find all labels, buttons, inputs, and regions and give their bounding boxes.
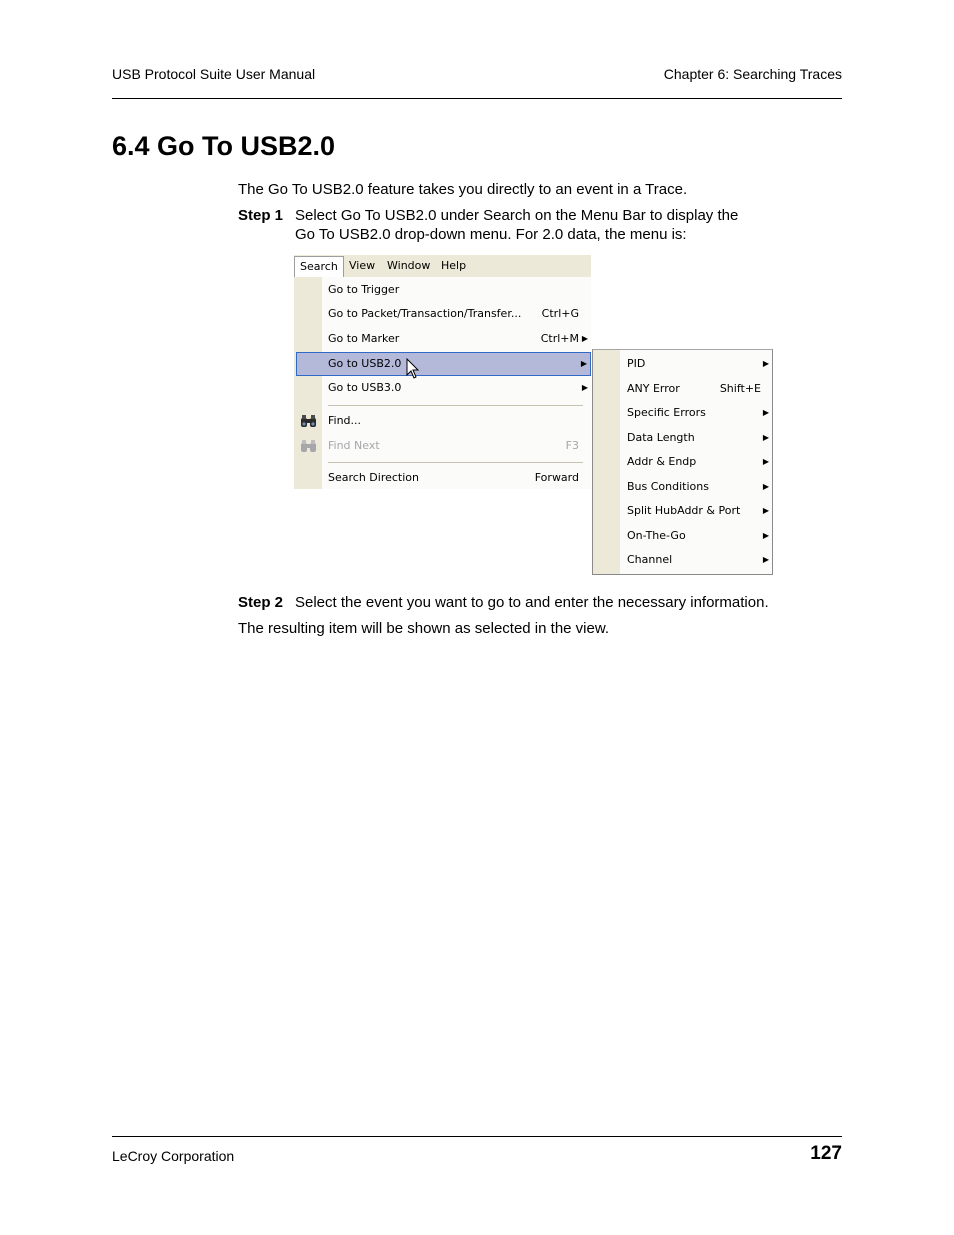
menubar-view[interactable]: View [349, 259, 376, 272]
menu-bar [294, 255, 591, 278]
running-header-left: USB Protocol Suite User Manual [112, 66, 316, 82]
step1-line2: Go To USB2.0 drop-down menu. For 2.0 data, the menu is: [295, 226, 687, 243]
search-menu [294, 277, 591, 489]
menu-separator [328, 405, 583, 406]
submenu-arrow-icon: ▶ [762, 359, 769, 368]
submenu-arrow-icon: ▶ [762, 531, 769, 540]
step1-label: Step 1 [238, 207, 284, 224]
menubar-search[interactable]: Search [294, 256, 344, 277]
submenu-arrow-icon: ▶ [762, 408, 769, 417]
submenu-item-label: ANY Error [627, 382, 680, 395]
submenu-arrow-icon: ▶ [581, 383, 588, 392]
step2-text: Select the event you want to go to and enter the necessary information. [295, 594, 769, 611]
submenu-item-data-length[interactable] [593, 427, 772, 449]
submenu-item-shortcut: Shift+E [719, 382, 761, 395]
step2-label: Step 2 [238, 594, 284, 611]
menu-item-label: Find Next [328, 439, 380, 452]
menu-item-find[interactable] [294, 410, 591, 432]
result-paragraph: The resulting item will be shown as selected in the view. [238, 620, 610, 637]
submenu-item-label: Channel [627, 553, 673, 566]
section-title: 6.4 Go To USB2.0 [112, 131, 336, 161]
menu-item-label: Search Direction [328, 471, 419, 484]
menu-item-label: Go to Packet/Transaction/Transfer... [328, 307, 522, 320]
footer-rule [112, 1136, 842, 1137]
binoculars-icon [300, 439, 317, 453]
submenu-arrow-icon: ▶ [762, 433, 769, 442]
menu-item-go-to-usb2[interactable] [296, 352, 591, 376]
menu-item-shortcut: Ctrl+G [541, 307, 579, 320]
menu-item-label: Go to USB2.0 [328, 357, 402, 370]
page-number: 127 [810, 1143, 842, 1164]
submenu-item-label: Data Length [627, 431, 695, 444]
running-header-right: Chapter 6: Searching Traces [663, 66, 842, 82]
usb2-submenu [592, 349, 773, 575]
submenu-arrow-icon: ▶ [762, 457, 769, 466]
submenu-item-label: Addr & Endp [627, 455, 697, 468]
submenu-item-addr-endp[interactable] [593, 451, 772, 473]
submenu-item-label: Specific Errors [627, 406, 706, 419]
menu-item-go-to-marker[interactable] [294, 328, 591, 350]
menu-item-find-next [294, 435, 591, 457]
menu-item-shortcut: F3 [565, 439, 579, 452]
submenu-item-pid[interactable] [593, 353, 772, 375]
submenu-item-channel[interactable] [593, 549, 772, 571]
submenu-arrow-icon: ▶ [762, 555, 769, 564]
submenu-item-on-the-go[interactable] [593, 525, 772, 547]
footer-company: LeCroy Corporation [112, 1148, 235, 1164]
menu-item-go-to-packet[interactable] [294, 303, 591, 325]
menu-item-label: Go to Trigger [328, 283, 400, 296]
submenu-item-any-error[interactable] [593, 378, 772, 400]
menu-item-label: Go to Marker [328, 332, 400, 345]
menu-item-shortcut: Forward [534, 471, 579, 484]
submenu-item-label: PID [627, 357, 646, 370]
menu-item-go-to-usb3[interactable] [294, 377, 591, 399]
step1-line1: Select Go To USB2.0 under Search on the Menu Bar to display the [295, 207, 739, 224]
menu-item-label: Go to USB3.0 [328, 381, 402, 394]
mouse-pointer-icon [406, 358, 420, 380]
menu-item-search-direction[interactable] [294, 467, 591, 489]
submenu-arrow-icon: ▶ [762, 506, 769, 515]
menu-item-shortcut: Ctrl+M [540, 332, 579, 345]
submenu-item-specific-errors[interactable] [593, 402, 772, 424]
submenu-item-split-hubaddr-port[interactable] [593, 500, 772, 522]
menu-separator [328, 462, 583, 463]
menubar-help[interactable]: Help [441, 259, 467, 272]
submenu-item-bus-conditions[interactable] [593, 476, 772, 498]
submenu-item-label: Bus Conditions [627, 480, 709, 493]
intro-paragraph: The Go To USB2.0 feature takes you directly to an event in a Trace. [238, 181, 688, 198]
menu-item-go-to-trigger[interactable] [294, 279, 591, 301]
menubar-window[interactable]: Window [387, 259, 431, 272]
submenu-item-label: Split HubAddr & Port [627, 504, 741, 517]
submenu-item-label: On-The-Go [627, 529, 686, 542]
submenu-arrow-icon: ▶ [580, 359, 587, 368]
submenu-arrow-icon: ▶ [762, 482, 769, 491]
submenu-arrow-icon: ▶ [581, 334, 588, 343]
menu-item-label: Find... [328, 414, 362, 427]
header-rule [112, 98, 842, 99]
binoculars-icon [300, 414, 317, 428]
